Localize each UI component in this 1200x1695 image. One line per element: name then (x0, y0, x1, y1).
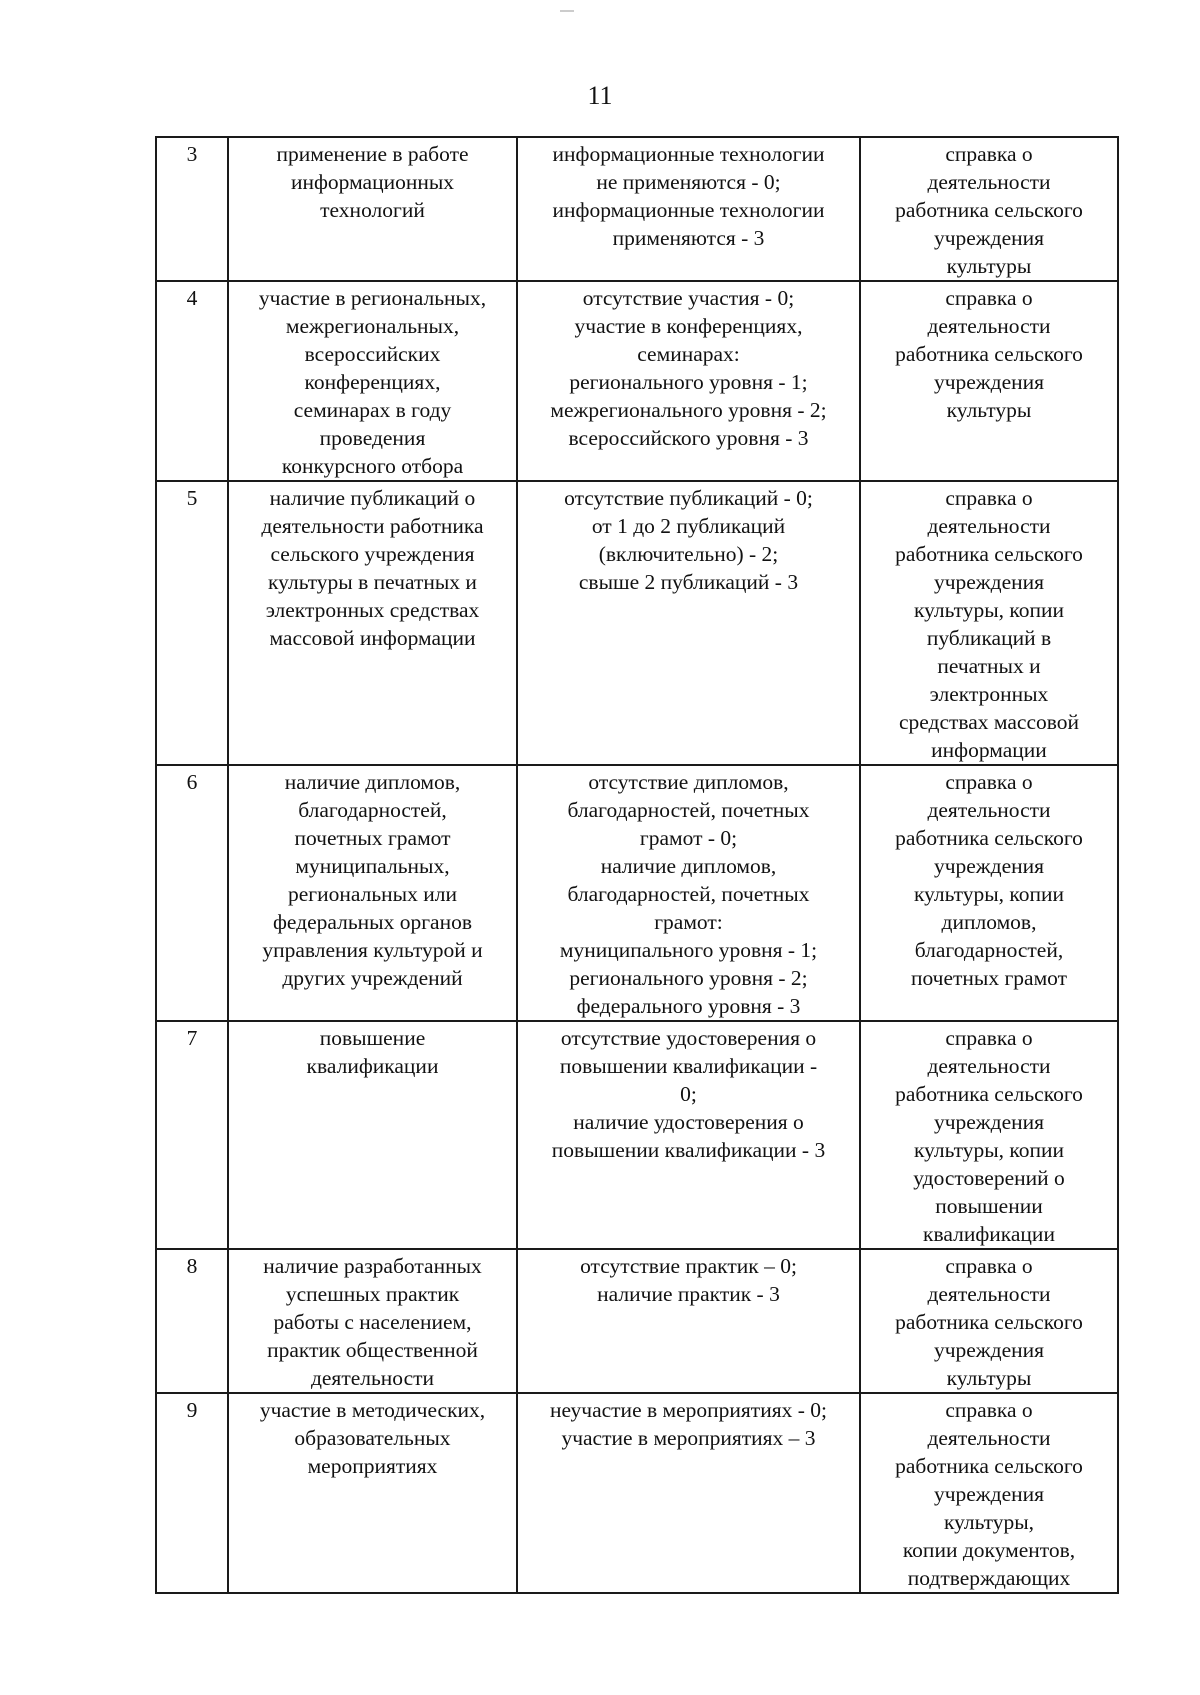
row-number: 3 (156, 137, 228, 281)
table-row (156, 281, 1118, 481)
table-row (156, 481, 1118, 765)
criteria-table (155, 136, 1119, 1594)
row-number: 5 (156, 481, 228, 765)
scan-speck (560, 10, 574, 12)
row-number: 4 (156, 281, 228, 481)
page-number: 11 (587, 81, 613, 110)
score-cell: информационные технологии не применяются - 0; информационные технологии применяются - 3 (517, 137, 860, 281)
criterion-cell: наличие дипломов, благодарностей, почетных грамот муниципальных, региональных или федеральных органов управления культурой и других учреждений (228, 765, 517, 1021)
criterion-cell: применение в работе информационных технологий (228, 137, 517, 281)
criterion-cell: участие в методических, образовательных мероприятиях (228, 1393, 517, 1593)
row-number: 6 (156, 765, 228, 1021)
score-cell: отсутствие практик – 0; наличие практик - 3 (517, 1249, 860, 1393)
criterion-cell: наличие публикаций о деятельности работника сельского учреждения культуры в печатных и электронных средствах массовой информации (228, 481, 517, 765)
score-cell: отсутствие дипломов, благодарностей, почетных грамот - 0; наличие дипломов, благодарностей, почетных грамот: муниципального уровня - 1; регионального уровня - 2; федерального уровня - 3 (517, 765, 860, 1021)
document-cell: справка о деятельности работника сельского учреждения культуры (860, 1249, 1118, 1393)
criterion-cell: участие в региональных, межрегиональных, всероссийских конференциях, семинарах в году проведения конкурсного отбора (228, 281, 517, 481)
document-cell: справка о деятельности работника сельского учреждения культуры (860, 137, 1118, 281)
document-cell: справка о деятельности работника сельского учреждения культуры, копии публикаций в печатных и электронных средствах массовой информации (860, 481, 1118, 765)
document-cell: справка о деятельности работника сельского учреждения культуры, копии удостоверений о повышении квалификации (860, 1021, 1118, 1249)
table-row (156, 137, 1118, 281)
score-cell: неучастие в мероприятиях - 0; участие в мероприятиях – 3 (517, 1393, 860, 1593)
table-row (156, 765, 1118, 1021)
score-cell: отсутствие публикаций - 0; от 1 до 2 публикаций (включительно) - 2; свыше 2 публикаций - 3 (517, 481, 860, 765)
document-cell: справка о деятельности работника сельского учреждения культуры (860, 281, 1118, 481)
table-row (156, 1249, 1118, 1393)
criterion-cell: повышение квалификации (228, 1021, 517, 1249)
row-number: 8 (156, 1249, 228, 1393)
score-cell: отсутствие удостоверения о повышении квалификации - 0; наличие удостоверения о повышении квалификации - 3 (517, 1021, 860, 1249)
table-row (156, 1021, 1118, 1249)
criterion-cell: наличие разработанных успешных практик работы с населением, практик общественной деятельности (228, 1249, 517, 1393)
table-row (156, 1393, 1118, 1593)
document-cell: справка о деятельности работника сельского учреждения культуры, копии дипломов, благодарностей, почетных грамот (860, 765, 1118, 1021)
document-cell: справка о деятельности работника сельского учреждения культуры, копии документов, подтверждающих (860, 1393, 1118, 1593)
row-number: 7 (156, 1021, 228, 1249)
row-number: 9 (156, 1393, 228, 1593)
score-cell: отсутствие участия - 0; участие в конференциях, семинарах: регионального уровня - 1; межрегионального уровня - 2; всероссийского уровня - 3 (517, 281, 860, 481)
